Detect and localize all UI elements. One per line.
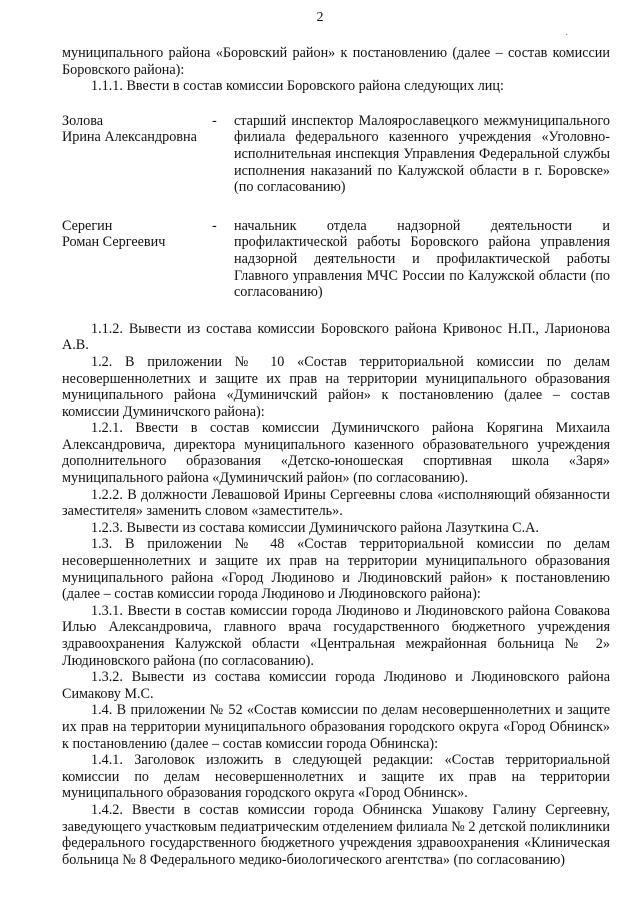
person-dash: - (212, 217, 217, 234)
person-surname: Золова (62, 112, 103, 129)
person-description: начальник отдела надзорной деятельности и профилактической работы Боровского района управления надзорной деятельности и профилактической работы Главного управления МЧС России по Калужской области (по согласованию) (234, 217, 610, 301)
person-name (62, 218, 212, 301)
paragraph-1-2-1: 1.2.1. Ввести в состав комиссии Думиничского района Корягина Михаила Александровича, директора муниципального казенного образовательного учреждения дополнительного образования «Детско-юношеская спортивная школа «Заря» муниципального района «Думиничский район» (по согласованию). (62, 420, 610, 487)
paragraph-1-1-2: 1.1.2. Вывести из состава комиссии Боровского района Кривонос Н.П., Ларионова А.В. (62, 320, 610, 354)
person-dash: - (212, 112, 217, 129)
paragraph-1-4: 1.4. В приложении № 52 «Состав комиссии по делам несовершеннолетних и защите их прав на территории муниципального образования городского округа «Город Обнинск» к постановлению (далее – состав комиссии города Обнинска): (62, 702, 610, 752)
person-entry (62, 113, 610, 196)
paragraph-1-2-3: 1.2.3. Вывести из состава комиссии Думиничского района Лазуткина С.А. (91, 519, 539, 536)
paragraph-1-4-2: 1.4.2. Ввести в состав комиссии города Обнинска Ушакову Галину Сергеевну, заведующего участковым педиатрическим отделением филиала № 2 детской поликлиники федерального государственного бюджетного учреждения здравоохранения «Клиническая больница № 8 Федерального медико-биологического агентства» (по согласованию) (62, 801, 610, 868)
person-description: старший инспектор Малоярославецкого межмуниципального филиала федерального казенного учреждения «Уголовно-исполнительная инспекция Управления Федеральной службы исполнения наказаний по Калужской области в г. Боровске» (по согласованию) (234, 112, 610, 196)
person-entry (62, 218, 610, 301)
paragraph-1-3-1: 1.3.1. Ввести в состав комиссии города Людиново и Людиновского района Совакова Илью Александровича, главного врача государственного бюджетного учреждения здравоохранения Калужской области «Центральная межрайонная больница № 2» Людиновского района (по согласованию). (62, 602, 610, 669)
paragraph-1-4-1: 1.4.1. Заголовок изложить в следующей редакции: «Состав территориальной комиссии по делам несовершеннолетних и защите их прав на территории муниципального образования городского округа «Город Обнинск». (62, 752, 610, 802)
person-surname: Серегин (62, 217, 113, 234)
paragraph-1-2-2: 1.2.2. В должности Левашовой Ирины Сергеевны слова «исполняющий обязанности заместителя» заменить словом «заместитель». (62, 486, 610, 520)
paragraph-continuation: муниципального района «Боровский район» к постановлению (далее – состав комиссии Боровского района): (62, 45, 610, 78)
paragraph-1-1-1: 1.1.1. Ввести в состав комиссии Боровского района следующих лиц: (91, 78, 504, 95)
person-name (62, 113, 212, 196)
paragraph-1-2: 1.2. В приложении № 10 «Состав территориальной комиссии по делам несовершеннолетних и защите их прав на территории муниципального образования муниципального района «Думиничский район» к постановлению (далее – состав комиссии Думиничского района): (62, 353, 610, 420)
document-body (62, 45, 610, 868)
person-given-name: Роман Сергеевич (62, 234, 166, 251)
page-number: 2 (316, 10, 324, 25)
paragraph-1-3-2: 1.3.2. Вывести из состава комиссии города Людиново и Людиновского района Симакову М.С. (62, 669, 610, 702)
scan-mark: · (565, 30, 569, 41)
paragraph-1-3: 1.3. В приложении № 48 «Состав территориальной комиссии по делам несовершеннолетних и защите их прав на территории муниципального образования муниципального района «Город Людиново и Людиновский район» к постановлению (далее – состав комиссии города Людиново и Людиновского района): (62, 536, 610, 603)
person-given-name: Ирина Александровна (62, 129, 197, 146)
